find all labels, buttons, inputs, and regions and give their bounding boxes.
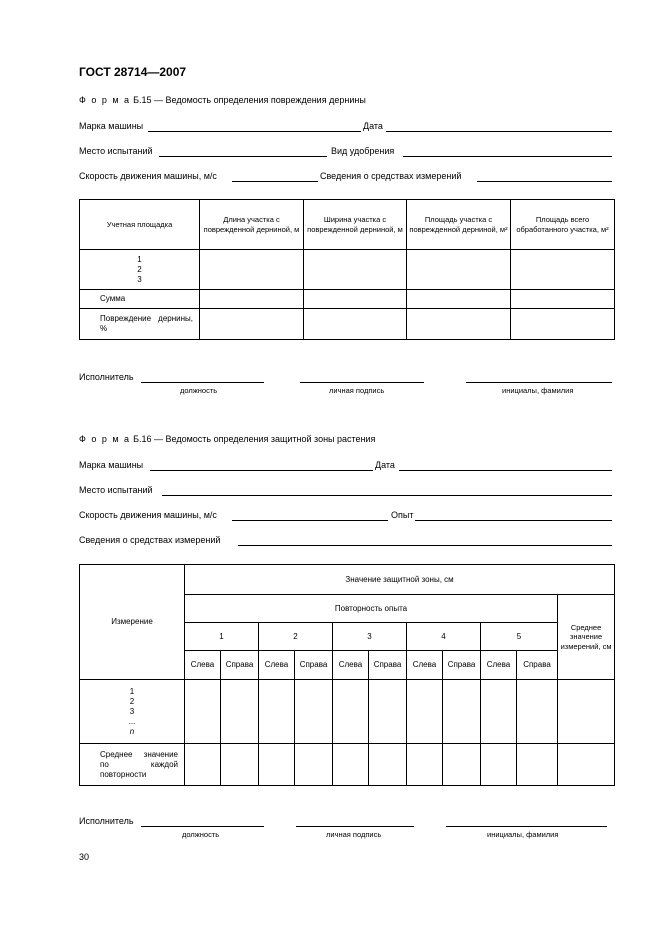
repeat-number: 4	[407, 623, 481, 651]
repeat-number: 3	[333, 623, 407, 651]
table-cell[interactable]	[443, 744, 481, 786]
place-line[interactable]	[162, 495, 612, 496]
date-label: Дата	[363, 121, 383, 131]
table-cell[interactable]	[304, 250, 407, 290]
table-cell[interactable]	[511, 290, 615, 309]
row-number: ...	[128, 716, 136, 726]
table-cell[interactable]	[558, 680, 615, 744]
machine-label: Марка машины	[79, 460, 144, 470]
form-number: Б.16	[133, 434, 152, 444]
table-cell[interactable]	[511, 250, 615, 290]
repeat-number: 5	[481, 623, 558, 651]
document-header: ГОСТ 28714—2007	[79, 65, 187, 79]
damage-label: Повреждение дернины, %	[80, 309, 200, 340]
instruments-line[interactable]	[238, 545, 612, 546]
signature-caption: личная подпись	[329, 386, 385, 395]
mean-row-label: Среднее значение по каждой повторности	[80, 744, 185, 786]
row-numbers	[80, 680, 185, 744]
form-16-title	[79, 434, 375, 444]
form-15-title	[79, 95, 366, 105]
signature-line[interactable]	[300, 382, 424, 383]
speed-line[interactable]	[232, 181, 318, 182]
col-header-length: Длина участка с поврежденной дерниной, м	[200, 200, 304, 250]
name-caption: инициалы, фамилия	[487, 830, 559, 839]
row-number: n	[129, 726, 135, 736]
instruments-label: Сведения о средствах измерений	[320, 171, 462, 181]
table-cell[interactable]	[200, 250, 304, 290]
name-line[interactable]	[466, 382, 612, 383]
col-header-plot: Учетная площадка	[80, 200, 200, 250]
speed-label: Скорость движения машины, м/с	[79, 510, 217, 520]
table-cell[interactable]	[407, 680, 443, 744]
table-cell[interactable]	[295, 680, 333, 744]
zone-value-header: Значение защитной зоны, см	[185, 565, 615, 595]
left-header: Слева	[333, 651, 369, 680]
table-cell[interactable]	[481, 680, 517, 744]
signature-line[interactable]	[296, 826, 414, 827]
table-cell[interactable]	[443, 680, 481, 744]
table-cell[interactable]	[221, 744, 259, 786]
page-number: 30	[79, 852, 90, 862]
row-number: 3	[129, 706, 135, 716]
right-header: Справа	[295, 651, 333, 680]
right-header: Справа	[517, 651, 558, 680]
table-cell[interactable]	[333, 680, 369, 744]
signature-caption: личная подпись	[326, 830, 382, 839]
form-word: Ф о р м а	[79, 434, 131, 444]
speed-line[interactable]	[232, 520, 388, 521]
fertilizer-line[interactable]	[403, 156, 612, 157]
speed-label: Скорость движения машины, м/с	[79, 171, 217, 181]
table-cell[interactable]	[304, 290, 407, 309]
form-title-text: — Ведомость определения повреждения дернины	[154, 95, 366, 105]
table-cell[interactable]	[200, 290, 304, 309]
table-cell[interactable]	[221, 680, 259, 744]
right-header: Справа	[221, 651, 259, 680]
experiment-label: Опыт	[391, 510, 414, 520]
table-cell[interactable]	[333, 744, 369, 786]
table-cell[interactable]	[185, 680, 221, 744]
table-cell[interactable]	[369, 744, 407, 786]
machine-line[interactable]	[150, 470, 373, 471]
date-line[interactable]	[399, 470, 612, 471]
row-number: 3	[137, 274, 142, 284]
col-header-damaged-area: Площадь участка с поврежденной дерниной, м²	[407, 200, 511, 250]
place-label: Место испытаний	[79, 485, 153, 495]
table-cell[interactable]	[558, 744, 615, 786]
table-cell[interactable]	[517, 744, 558, 786]
position-line[interactable]	[141, 382, 264, 383]
row-number: 1	[137, 254, 142, 264]
table-cell[interactable]	[304, 309, 407, 340]
table-cell[interactable]	[407, 744, 443, 786]
repeat-header: Повторность опыта	[185, 595, 558, 623]
executor-label: Исполнитель	[79, 372, 134, 382]
table-cell[interactable]	[407, 290, 511, 309]
row-numbers	[80, 250, 200, 290]
right-header: Справа	[369, 651, 407, 680]
table-cell[interactable]	[407, 309, 511, 340]
form-word: Ф о р м а	[79, 95, 131, 105]
right-header: Справа	[443, 651, 481, 680]
instruments-label: Сведения о средствах измерений	[79, 535, 221, 545]
left-header: Слева	[185, 651, 221, 680]
experiment-line[interactable]	[415, 520, 612, 521]
row-number: 2	[129, 696, 135, 706]
table-cell[interactable]	[511, 309, 615, 340]
repeat-number: 1	[185, 623, 259, 651]
col-header-total-area: Площадь всего обработанного участка, м²	[511, 200, 615, 250]
table-cell[interactable]	[259, 744, 295, 786]
sum-label: Сумма	[80, 290, 200, 309]
date-label: Дата	[375, 460, 395, 470]
place-line[interactable]	[159, 156, 327, 157]
table-cell[interactable]	[517, 680, 558, 744]
form-number: Б.15	[133, 95, 152, 105]
table-cell[interactable]	[295, 744, 333, 786]
col-header-width: Ширина участка с поврежденной дерниной, м	[304, 200, 407, 250]
position-caption: должность	[180, 386, 218, 395]
fertilizer-label: Вид удобрения	[331, 146, 395, 156]
instruments-line[interactable]	[477, 181, 612, 182]
mean-value-header: Среднее значение измерений, см	[558, 595, 615, 680]
left-header: Слева	[481, 651, 517, 680]
form-title-text: — Ведомость определения защитной зоны растения	[154, 434, 376, 444]
table-cell[interactable]	[369, 680, 407, 744]
table-cell[interactable]	[259, 680, 295, 744]
machine-line[interactable]	[148, 131, 361, 132]
damage-table	[79, 199, 615, 340]
executor-label: Исполнитель	[79, 816, 134, 826]
position-line[interactable]	[141, 826, 264, 827]
name-caption: инициалы, фамилия	[502, 386, 574, 395]
name-line[interactable]	[446, 826, 607, 827]
table-cell[interactable]	[200, 309, 304, 340]
repeat-number: 2	[259, 623, 333, 651]
date-line[interactable]	[386, 131, 612, 132]
place-label: Место испытаний	[79, 146, 153, 156]
table-cell[interactable]	[481, 744, 517, 786]
machine-label: Марка машины	[79, 121, 144, 131]
position-caption: должность	[182, 830, 220, 839]
table-cell[interactable]	[407, 250, 511, 290]
table-cell[interactable]	[185, 744, 221, 786]
left-header: Слева	[407, 651, 443, 680]
protection-zone-table	[79, 564, 615, 786]
row-number: 2	[137, 264, 142, 274]
row-number: 1	[129, 686, 135, 696]
left-header: Слева	[259, 651, 295, 680]
measure-header: Измерение	[80, 565, 185, 680]
